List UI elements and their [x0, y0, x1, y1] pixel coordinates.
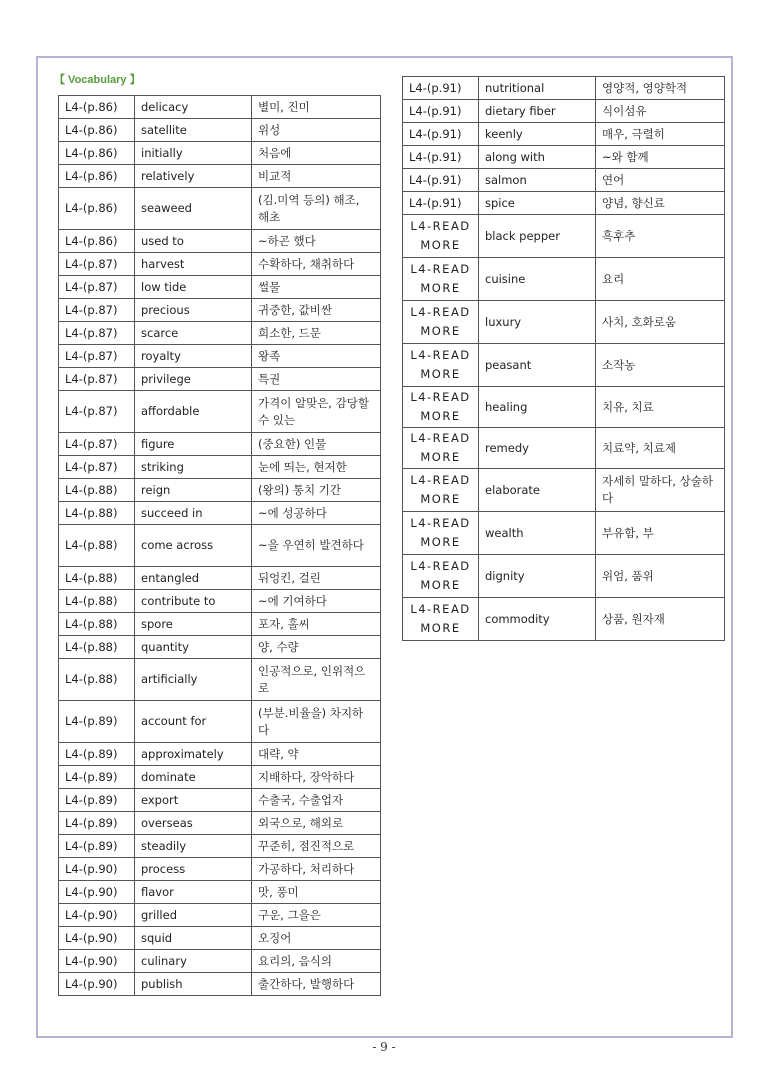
- meaning-cell: 가격이 알맞은, 감당할 수 있는: [252, 391, 381, 433]
- word-cell: salmon: [479, 169, 596, 192]
- word-cell: privilege: [135, 368, 252, 391]
- meaning-cell: 흑후추: [596, 215, 725, 258]
- vocab-row: [403, 512, 725, 555]
- vocab-row: [403, 598, 725, 641]
- lesson-cell: L4-(p.86): [59, 230, 135, 253]
- vocab-row: [403, 258, 725, 301]
- vocab-row: [403, 77, 725, 100]
- word-cell: reign: [135, 479, 252, 502]
- vocab-row: [403, 387, 725, 428]
- meaning-cell: (왕의) 통치 기간: [252, 479, 381, 502]
- word-cell: dietary fiber: [479, 100, 596, 123]
- vocab-row: [403, 301, 725, 344]
- vocab-row: [59, 881, 381, 904]
- vocab-row: [59, 345, 381, 368]
- meaning-cell: 썰물: [252, 276, 381, 299]
- word-cell: black pepper: [479, 215, 596, 258]
- vocab-row: [59, 567, 381, 590]
- vocab-row: [59, 858, 381, 881]
- lesson-cell: L4-READ MORE: [403, 469, 479, 512]
- meaning-cell: 위성: [252, 119, 381, 142]
- word-cell: striking: [135, 456, 252, 479]
- lesson-cell: L4-READ MORE: [403, 301, 479, 344]
- word-cell: used to: [135, 230, 252, 253]
- lesson-cell: L4-READ MORE: [403, 428, 479, 469]
- meaning-cell: 인공적으로, 인위적으로: [252, 659, 381, 701]
- lesson-cell: L4-READ MORE: [403, 344, 479, 387]
- vocab-row: [403, 100, 725, 123]
- lesson-cell: L4-(p.87): [59, 276, 135, 299]
- meaning-cell: 수확하다, 채취하다: [252, 253, 381, 276]
- vocab-row: [59, 789, 381, 812]
- meaning-cell: 외국으로, 해외로: [252, 812, 381, 835]
- meaning-cell: 포자, 홀씨: [252, 613, 381, 636]
- vocab-row: [59, 835, 381, 858]
- word-cell: quantity: [135, 636, 252, 659]
- word-cell: culinary: [135, 950, 252, 973]
- meaning-cell: 처음에: [252, 142, 381, 165]
- lesson-cell: L4-(p.91): [403, 146, 479, 169]
- lesson-cell: L4-(p.87): [59, 433, 135, 456]
- word-cell: squid: [135, 927, 252, 950]
- lesson-cell: L4-(p.88): [59, 567, 135, 590]
- lesson-cell: L4-READ MORE: [403, 598, 479, 641]
- lesson-cell: L4-(p.86): [59, 188, 135, 230]
- lesson-cell: L4-(p.86): [59, 119, 135, 142]
- meaning-cell: 치유, 치료: [596, 387, 725, 428]
- vocab-row: [59, 433, 381, 456]
- meaning-cell: 꾸준히, 점진적으로: [252, 835, 381, 858]
- vocab-row: [59, 904, 381, 927]
- lesson-cell: L4-(p.89): [59, 789, 135, 812]
- vocab-row: [403, 146, 725, 169]
- word-cell: contribute to: [135, 590, 252, 613]
- word-cell: precious: [135, 299, 252, 322]
- lesson-cell: L4-(p.89): [59, 766, 135, 789]
- meaning-cell: 오징어: [252, 927, 381, 950]
- word-cell: commodity: [479, 598, 596, 641]
- section-title: 【 Vocabulary 】: [54, 74, 141, 86]
- meaning-cell: 대략, 약: [252, 743, 381, 766]
- meaning-cell: 수출국, 수출업자: [252, 789, 381, 812]
- lesson-cell: L4-(p.90): [59, 950, 135, 973]
- vocab-row: [59, 276, 381, 299]
- word-cell: satellite: [135, 119, 252, 142]
- lesson-cell: L4-READ MORE: [403, 512, 479, 555]
- lesson-cell: L4-(p.90): [59, 858, 135, 881]
- vocab-row: [403, 215, 725, 258]
- vocab-row: [59, 502, 381, 525]
- vocabulary-table-left: [58, 95, 381, 996]
- word-cell: succeed in: [135, 502, 252, 525]
- meaning-cell: (중요한) 인물: [252, 433, 381, 456]
- meaning-cell: 특권: [252, 368, 381, 391]
- lesson-cell: L4-READ MORE: [403, 215, 479, 258]
- meaning-cell: 요리: [596, 258, 725, 301]
- lesson-cell: L4-(p.88): [59, 636, 135, 659]
- word-cell: elaborate: [479, 469, 596, 512]
- lesson-cell: L4-(p.89): [59, 743, 135, 766]
- meaning-cell: 왕족: [252, 345, 381, 368]
- vocab-row: [59, 230, 381, 253]
- meaning-cell: 식이섬유: [596, 100, 725, 123]
- meaning-cell: ~하곤 했다: [252, 230, 381, 253]
- meaning-cell: 구운, 그을은: [252, 904, 381, 927]
- lesson-cell: L4-(p.89): [59, 701, 135, 743]
- vocab-row: [59, 659, 381, 701]
- word-cell: keenly: [479, 123, 596, 146]
- word-cell: account for: [135, 701, 252, 743]
- page-number: - 9 -: [372, 1040, 396, 1054]
- word-cell: royalty: [135, 345, 252, 368]
- meaning-cell: (김.미역 등의) 해조, 해초: [252, 188, 381, 230]
- vocab-row: [59, 188, 381, 230]
- lesson-cell: L4-(p.89): [59, 835, 135, 858]
- lesson-cell: L4-(p.91): [403, 192, 479, 215]
- word-cell: remedy: [479, 428, 596, 469]
- vocab-row: [403, 555, 725, 598]
- word-cell: process: [135, 858, 252, 881]
- word-cell: luxury: [479, 301, 596, 344]
- meaning-cell: 양념, 향신료: [596, 192, 725, 215]
- lesson-cell: L4-(p.88): [59, 659, 135, 701]
- meaning-cell: 사치, 호화로움: [596, 301, 725, 344]
- lesson-cell: L4-(p.91): [403, 100, 479, 123]
- meaning-cell: (부분.비율을) 차지하다: [252, 701, 381, 743]
- vocab-row: [59, 253, 381, 276]
- meaning-cell: 뒤엉킨, 걸린: [252, 567, 381, 590]
- lesson-cell: L4-(p.86): [59, 96, 135, 119]
- word-cell: delicacy: [135, 96, 252, 119]
- lesson-cell: L4-(p.91): [403, 123, 479, 146]
- word-cell: dominate: [135, 766, 252, 789]
- vocab-row: [59, 165, 381, 188]
- word-cell: scarce: [135, 322, 252, 345]
- word-cell: seaweed: [135, 188, 252, 230]
- lesson-cell: L4-(p.87): [59, 345, 135, 368]
- lesson-cell: L4-(p.88): [59, 613, 135, 636]
- vocab-row: [59, 456, 381, 479]
- vocab-row: [59, 613, 381, 636]
- vocab-row: [59, 973, 381, 996]
- lesson-cell: L4-(p.86): [59, 142, 135, 165]
- meaning-cell: 귀중한, 값비싼: [252, 299, 381, 322]
- meaning-cell: 양, 수량: [252, 636, 381, 659]
- meaning-cell: ~와 함께: [596, 146, 725, 169]
- word-cell: affordable: [135, 391, 252, 433]
- vocab-row: [59, 142, 381, 165]
- meaning-cell: 비교적: [252, 165, 381, 188]
- meaning-cell: 출간하다, 발행하다: [252, 973, 381, 996]
- meaning-cell: 상품, 원자재: [596, 598, 725, 641]
- vocab-row: [403, 192, 725, 215]
- vocab-row: [59, 812, 381, 835]
- lesson-cell: L4-(p.91): [403, 77, 479, 100]
- vocabulary-table-right: [402, 76, 725, 641]
- word-cell: relatively: [135, 165, 252, 188]
- meaning-cell: 자세히 말하다, 상술하다: [596, 469, 725, 512]
- meaning-cell: 지배하다, 장악하다: [252, 766, 381, 789]
- vocab-row: [59, 391, 381, 433]
- vocab-row: [59, 743, 381, 766]
- word-cell: flavor: [135, 881, 252, 904]
- lesson-cell: L4-(p.90): [59, 904, 135, 927]
- word-cell: spice: [479, 192, 596, 215]
- vocab-row: [59, 950, 381, 973]
- vocab-row: [59, 96, 381, 119]
- lesson-cell: L4-(p.90): [59, 927, 135, 950]
- lesson-cell: L4-(p.88): [59, 502, 135, 525]
- vocab-row: [59, 766, 381, 789]
- vocab-row: [59, 701, 381, 743]
- meaning-cell: 별미, 진미: [252, 96, 381, 119]
- vocab-row: [59, 590, 381, 613]
- word-cell: low tide: [135, 276, 252, 299]
- meaning-cell: ~에 기여하다: [252, 590, 381, 613]
- word-cell: along with: [479, 146, 596, 169]
- meaning-cell: 요리의, 음식의: [252, 950, 381, 973]
- meaning-cell: 부유함, 부: [596, 512, 725, 555]
- word-cell: entangled: [135, 567, 252, 590]
- meaning-cell: 치료약, 치료제: [596, 428, 725, 469]
- word-cell: peasant: [479, 344, 596, 387]
- vocab-row: [59, 299, 381, 322]
- word-cell: initially: [135, 142, 252, 165]
- word-cell: overseas: [135, 812, 252, 835]
- lesson-cell: L4-(p.88): [59, 479, 135, 502]
- lesson-cell: L4-(p.91): [403, 169, 479, 192]
- vocab-row: [59, 479, 381, 502]
- vocab-row: [59, 119, 381, 142]
- lesson-cell: L4-(p.87): [59, 322, 135, 345]
- vocab-row: [59, 322, 381, 345]
- meaning-cell: 맛, 풍미: [252, 881, 381, 904]
- vocab-row: [59, 636, 381, 659]
- word-cell: nutritional: [479, 77, 596, 100]
- word-cell: dignity: [479, 555, 596, 598]
- word-cell: spore: [135, 613, 252, 636]
- lesson-cell: L4-READ MORE: [403, 258, 479, 301]
- word-cell: steadily: [135, 835, 252, 858]
- vocab-row: [403, 123, 725, 146]
- word-cell: healing: [479, 387, 596, 428]
- word-cell: grilled: [135, 904, 252, 927]
- lesson-cell: L4-READ MORE: [403, 387, 479, 428]
- meaning-cell: ~을 우연히 발견하다: [252, 525, 381, 567]
- meaning-cell: 영양적, 영양학적: [596, 77, 725, 100]
- lesson-cell: L4-(p.88): [59, 590, 135, 613]
- lesson-cell: L4-(p.89): [59, 812, 135, 835]
- meaning-cell: 희소한, 드문: [252, 322, 381, 345]
- word-cell: publish: [135, 973, 252, 996]
- meaning-cell: 가공하다, 처리하다: [252, 858, 381, 881]
- lesson-cell: L4-(p.87): [59, 299, 135, 322]
- word-cell: harvest: [135, 253, 252, 276]
- lesson-cell: L4-(p.87): [59, 253, 135, 276]
- lesson-cell: L4-(p.90): [59, 881, 135, 904]
- meaning-cell: 매우, 극렬히: [596, 123, 725, 146]
- lesson-cell: L4-(p.90): [59, 973, 135, 996]
- meaning-cell: 소작농: [596, 344, 725, 387]
- lesson-cell: L4-(p.87): [59, 456, 135, 479]
- meaning-cell: 눈에 띄는, 현저한: [252, 456, 381, 479]
- vocab-row: [59, 525, 381, 567]
- word-cell: approximately: [135, 743, 252, 766]
- lesson-cell: L4-(p.87): [59, 391, 135, 433]
- lesson-cell: L4-(p.86): [59, 165, 135, 188]
- vocab-row: [403, 344, 725, 387]
- word-cell: figure: [135, 433, 252, 456]
- word-cell: come across: [135, 525, 252, 567]
- vocab-row: [59, 368, 381, 391]
- lesson-cell: L4-READ MORE: [403, 555, 479, 598]
- lesson-cell: L4-(p.88): [59, 525, 135, 567]
- word-cell: export: [135, 789, 252, 812]
- vocab-row: [403, 469, 725, 512]
- meaning-cell: 연어: [596, 169, 725, 192]
- lesson-cell: L4-(p.87): [59, 368, 135, 391]
- word-cell: wealth: [479, 512, 596, 555]
- vocab-row: [403, 428, 725, 469]
- vocab-row: [59, 927, 381, 950]
- word-cell: cuisine: [479, 258, 596, 301]
- word-cell: artificially: [135, 659, 252, 701]
- meaning-cell: 위엄, 품위: [596, 555, 725, 598]
- meaning-cell: ~에 성공하다: [252, 502, 381, 525]
- vocab-row: [403, 169, 725, 192]
